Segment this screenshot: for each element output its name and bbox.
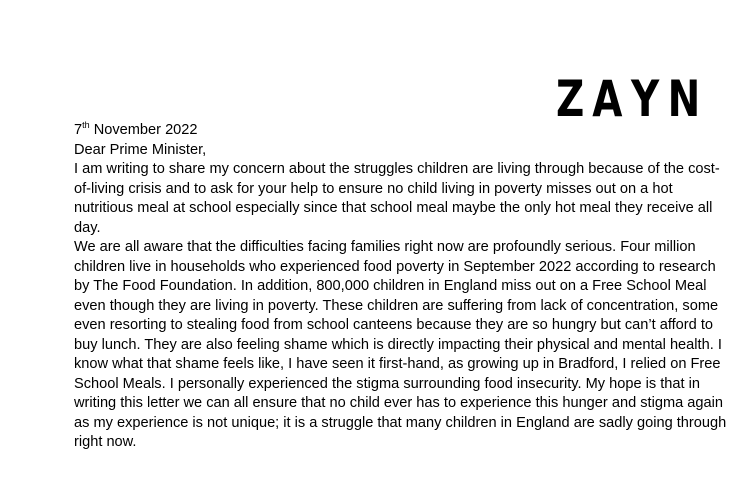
paragraph-line: We are all aware that the difficulties facing families right now are profoundly serious. Four million bbox=[74, 239, 696, 255]
paragraph-line: know what that shame feels like, I have seen it first-hand, as growing up in Bradford, I relied on Free bbox=[74, 356, 721, 372]
paragraph-line: children live in households who experienced food poverty in September 2022 according to research bbox=[74, 258, 716, 275]
paragraph-line: even though they are living in poverty. These children are suffering from lack of concentration, some bbox=[74, 297, 719, 314]
paragraph-1 bbox=[74, 160, 720, 238]
logo-letter: Y bbox=[630, 70, 660, 128]
paragraph-line: writing this letter we can all ensure that no child ever has to experience this hunger and stigma again bbox=[74, 395, 723, 411]
paragraph-line: I am writing to share my concern about the struggles children are living through because of the cost- bbox=[74, 161, 720, 177]
paragraph-line: right now. bbox=[74, 434, 137, 450]
letter-greeting: Dear Prime Minister, bbox=[74, 141, 207, 158]
paragraph-line: even resorting to stealing food from school canteens because they are so hungry but can’t afford to bbox=[74, 317, 714, 333]
logo-letter: A bbox=[592, 70, 623, 128]
paragraph-2 bbox=[74, 238, 727, 453]
logo-letter: N bbox=[667, 70, 701, 128]
zayn-logo bbox=[552, 70, 701, 128]
paragraph-line: buy lunch. They are also feeling shame which is directly impacting their physical and mental health. I bbox=[74, 336, 722, 353]
date-month-year: November 2022 bbox=[89, 122, 198, 138]
paragraph-line: School Meals. I personally experienced the stigma surrounding food insecurity. My hope is that in bbox=[74, 375, 700, 392]
paragraph-line: as my experience is not unique; it is a struggle that many children in England are sadly going through bbox=[74, 414, 727, 431]
paragraph-line: by The Food Foundation. In addition, 800,000 children in England miss out on a Free School Meal bbox=[74, 278, 707, 294]
letter-body bbox=[74, 120, 727, 453]
date-ordinal: th bbox=[82, 120, 90, 130]
logo-letter: Z bbox=[555, 70, 585, 128]
date-day: 7 bbox=[74, 122, 83, 138]
paragraph-line: of-living crisis and to ask for your help to ensure no child living in poverty misses out on a hot bbox=[74, 180, 673, 197]
letter-date bbox=[74, 121, 694, 141]
paragraph-line: day. bbox=[74, 219, 101, 236]
paragraph-line: nutritious meal at school especially since that school meal maybe the only hot meal they receive all bbox=[74, 200, 713, 216]
